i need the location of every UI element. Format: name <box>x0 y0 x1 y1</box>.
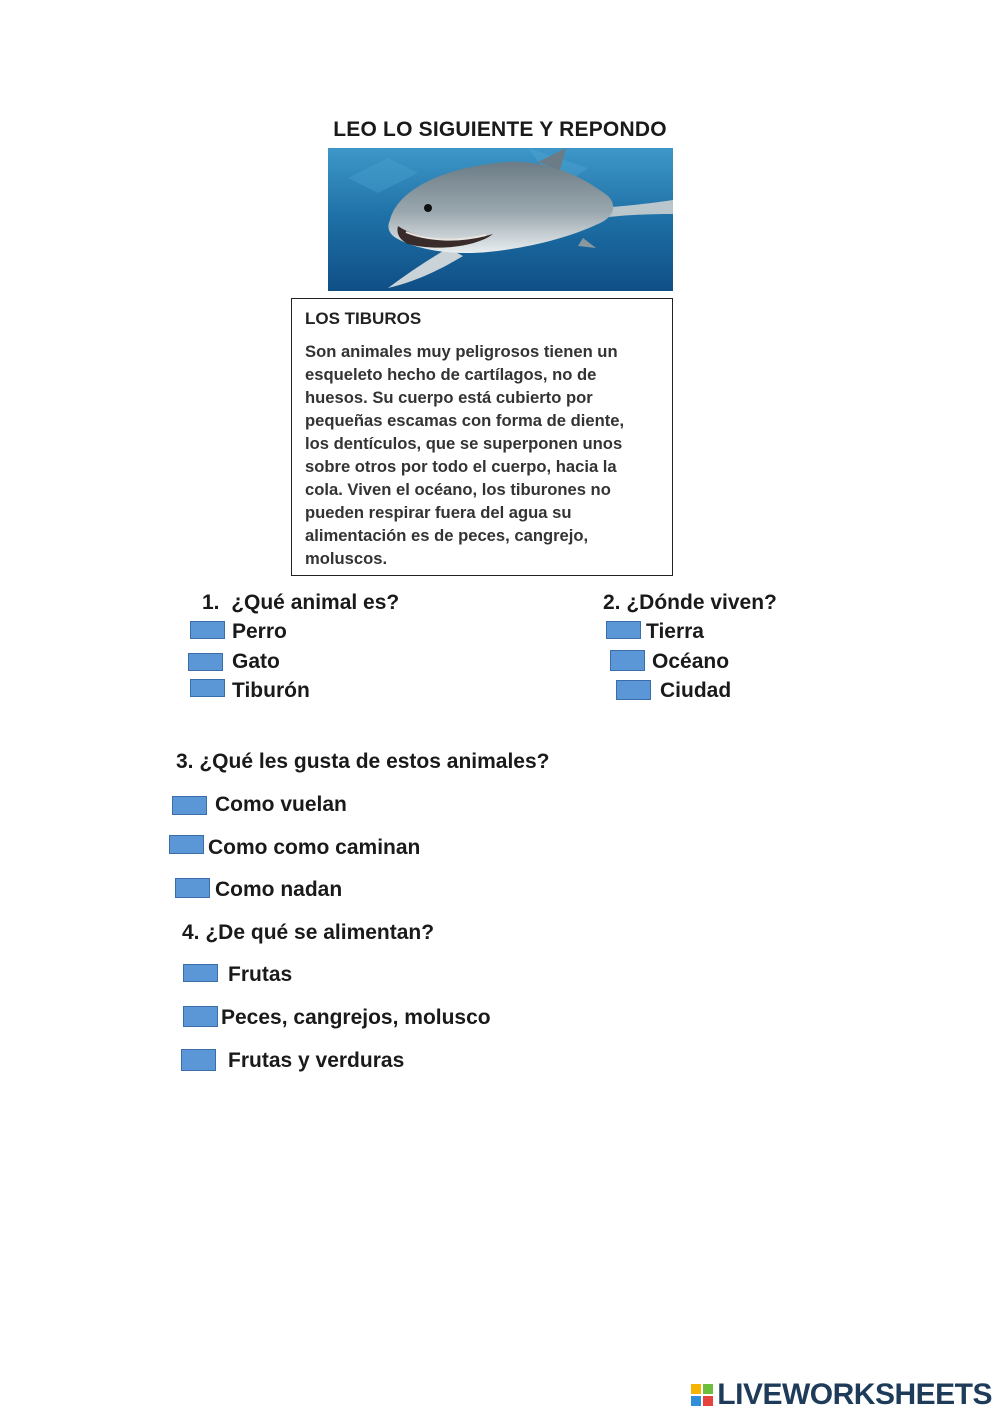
question-1-number: 1. <box>202 591 220 614</box>
question-2-text: ¿Dónde viven? <box>626 591 777 614</box>
liveworksheets-logo-icon <box>691 1384 713 1406</box>
reading-box <box>291 298 673 576</box>
question-1-text: ¿Qué animal es? <box>231 591 400 614</box>
reading-body: Son animales muy peligrosos tienen un esqueleto hecho de cartílagos, no de huesos. Su cuerpo está cubierto por pequeñas escamas con forma de diente, los dentículos, que se superponen unos sobre otros por todo el cuerpo, hacia la cola. Viven el océano, los tiburones no pueden respirar fuera del agua su alimentación es de peces, cangrejo, moluscos. <box>305 342 625 568</box>
question-4-number: 4. <box>182 921 200 944</box>
reading-heading: LOS TIBUROS <box>305 309 422 328</box>
answer-box-q3-caminan[interactable] <box>169 835 204 854</box>
question-3 <box>176 750 549 774</box>
brand-name: LIVEWORKSHEETS <box>717 1378 992 1411</box>
question-1 <box>202 591 399 615</box>
question-2 <box>603 591 777 615</box>
option-q2-tierra: Tierra <box>646 620 704 643</box>
question-4 <box>182 921 434 945</box>
answer-box-q4-frutas-verduras[interactable] <box>181 1049 216 1071</box>
option-q1-perro: Perro <box>232 620 287 643</box>
option-q4-frutas-verduras: Frutas y verduras <box>228 1049 405 1072</box>
answer-box-q4-frutas[interactable] <box>183 964 218 982</box>
option-q1-gato: Gato <box>232 650 280 673</box>
option-q4-peces: Peces, cangrejos, molusco <box>221 1006 491 1029</box>
answer-box-q3-nadan[interactable] <box>175 878 210 898</box>
question-3-text: ¿Qué les gusta de estos animales? <box>199 750 550 773</box>
option-q2-oceano: Océano <box>652 650 730 673</box>
option-q2-ciudad: Ciudad <box>660 679 732 702</box>
answer-box-q2-tierra[interactable] <box>606 621 641 639</box>
question-2-number: 2. <box>603 591 621 614</box>
answer-box-q2-ciudad[interactable] <box>616 680 651 700</box>
liveworksheets-logo[interactable] <box>691 1378 992 1412</box>
answer-box-q3-vuelan[interactable] <box>172 796 207 815</box>
question-3-number: 3. <box>176 750 194 773</box>
answer-box-q2-oceano[interactable] <box>610 650 645 671</box>
option-q4-frutas: Frutas <box>228 963 293 986</box>
answer-box-q1-tiburon[interactable] <box>190 679 225 697</box>
shark-image <box>328 148 673 291</box>
answer-box-q1-gato[interactable] <box>188 653 223 671</box>
worksheet-title: LEO LO SIGUIENTE Y REPONDO <box>333 118 667 141</box>
shark-illustration <box>328 148 673 291</box>
question-4-text: ¿De qué se alimentan? <box>205 921 435 944</box>
option-q3-caminan: Como como caminan <box>208 836 421 859</box>
answer-box-q1-perro[interactable] <box>190 621 225 639</box>
option-q1-tiburon: Tiburón <box>232 679 310 702</box>
answer-box-q4-peces[interactable] <box>183 1006 218 1027</box>
option-q3-vuelan: Como vuelan <box>215 793 347 816</box>
option-q3-nadan: Como nadan <box>215 878 343 901</box>
